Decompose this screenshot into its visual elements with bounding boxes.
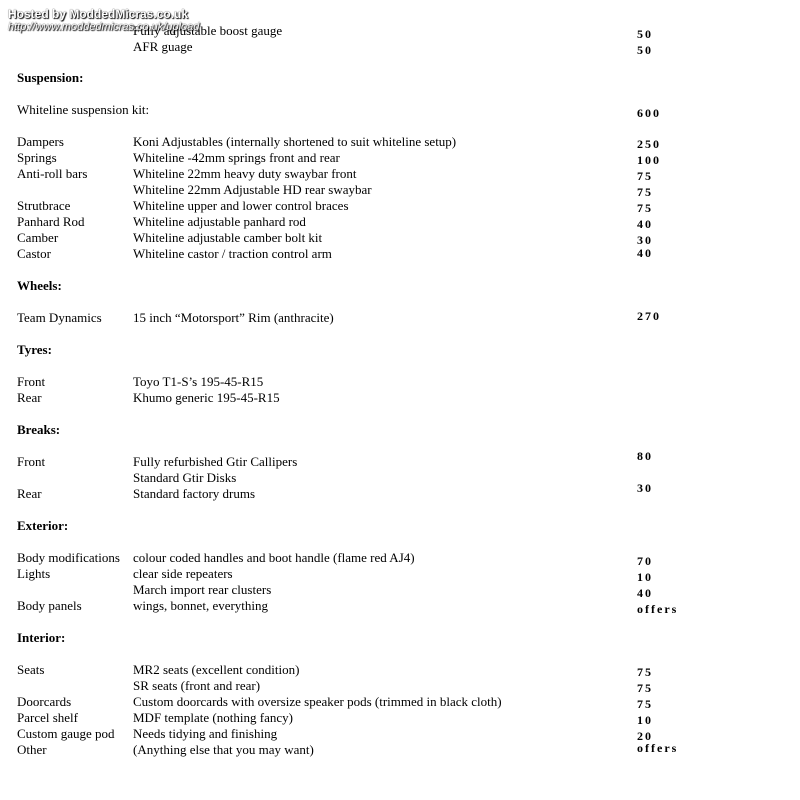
exterior-item: Body panels	[17, 598, 82, 613]
exterior-price: offers	[637, 602, 679, 616]
suspension-desc: Whiteline adjustable camber bolt kit	[133, 230, 323, 245]
exterior-desc: March import rear clusters	[133, 582, 272, 597]
suspension-desc: Whiteline 22mm heavy duty swaybar front	[133, 166, 357, 181]
suspension-item: Panhard Rod	[17, 214, 85, 229]
suspension-desc: Whiteline adjustable panhard rod	[133, 214, 306, 229]
interior-heading: Interior:	[17, 630, 66, 645]
exterior-price: 70	[637, 554, 653, 568]
wheels-heading: Wheels:	[17, 278, 62, 293]
suspension-heading: Suspension:	[17, 70, 84, 85]
watermark-host: Hosted by ModdedMicras.co.uk	[8, 7, 189, 21]
tyres-item: Front	[17, 374, 46, 389]
suspension-price: 40	[637, 217, 653, 231]
watermark	[8, 8, 199, 34]
breaks-price: 30	[637, 481, 653, 495]
suspension-desc: Whiteline 22mm Adjustable HD rear swaybar	[133, 182, 372, 197]
interior-price: 75	[637, 697, 653, 711]
watermark-url: http://www.moddedmicras.co.uk/upload	[8, 21, 200, 33]
suspension-item: Springs	[17, 150, 57, 165]
wheels-desc: 15 inch “Motorsport” Rim (anthracite)	[133, 310, 334, 325]
exterior-desc: wings, bonnet, everything	[133, 598, 269, 613]
breaks-desc: Standard factory drums	[133, 486, 256, 501]
exterior-item: Lights	[17, 566, 51, 581]
suspension-price: 250	[637, 137, 661, 151]
interior-price: 20	[637, 729, 653, 743]
interior-desc: (Anything else that you may want)	[133, 742, 314, 757]
exterior-desc: clear side repeaters	[133, 566, 233, 581]
interior-item: Seats	[17, 662, 45, 677]
suspension-item: Dampers	[17, 134, 64, 149]
interior-desc: MR2 seats (excellent condition)	[133, 662, 300, 677]
top-price-1: 50	[637, 27, 653, 41]
suspension-item: Anti-roll bars	[17, 166, 88, 181]
interior-item: Parcel shelf	[17, 710, 79, 725]
exterior-item: Body modifications	[17, 550, 120, 565]
breaks-desc: Fully refurbished Gtir Callipers	[133, 454, 298, 469]
suspension-price: 75	[637, 169, 653, 183]
breaks-item: Front	[17, 454, 46, 469]
interior-desc: Needs tidying and finishing	[133, 726, 278, 741]
exterior-desc: colour coded handles and boot handle (flame red AJ4)	[133, 550, 415, 565]
suspension-item: Castor	[17, 246, 51, 261]
interior-desc: SR seats (front and rear)	[133, 678, 261, 693]
suspension-price: 75	[637, 185, 653, 199]
suspension-desc: Koni Adjustables (internally shortened to suit whiteline setup)	[133, 134, 457, 149]
suspension-desc: Whiteline castor / traction control arm	[133, 246, 332, 261]
suspension-item: Camber	[17, 230, 59, 245]
interior-price: offers	[637, 741, 679, 755]
interior-desc: Custom doorcards with oversize speaker pods (trimmed in black cloth)	[133, 694, 502, 709]
breaks-heading: Breaks:	[17, 422, 61, 437]
interior-desc: MDF template (nothing fancy)	[133, 710, 293, 725]
breaks-price: 80	[637, 449, 653, 463]
suspension-price: 40	[637, 246, 653, 260]
tyres-desc: Khumo generic 195-45-R15	[133, 390, 280, 405]
breaks-desc: Standard Gtir Disks	[133, 470, 237, 485]
tyres-desc: Toyo T1-S’s 195-45-R15	[133, 374, 264, 389]
suspension-item: Strutbrace	[17, 198, 71, 213]
exterior-price: 10	[637, 570, 653, 584]
tyres-heading: Tyres:	[17, 342, 52, 357]
top-price-2: 50	[637, 43, 653, 57]
interior-price: 10	[637, 713, 653, 727]
suspension-kit-label: Whiteline suspension kit:	[17, 102, 150, 117]
suspension-price: 100	[637, 153, 661, 167]
wheels-price: 270	[637, 309, 661, 323]
top-desc-2: AFR guage	[133, 39, 193, 54]
interior-item: Other	[17, 742, 47, 757]
tyres-item: Rear	[17, 390, 42, 405]
suspension-desc: Whiteline upper and lower control braces	[133, 198, 349, 213]
suspension-price: 30	[637, 233, 653, 247]
interior-price: 75	[637, 665, 653, 679]
exterior-heading: Exterior:	[17, 518, 69, 533]
exterior-price: 40	[637, 586, 653, 600]
breaks-item: Rear	[17, 486, 42, 501]
suspension-kit-price: 600	[637, 106, 661, 120]
interior-price: 75	[637, 681, 653, 695]
suspension-price: 75	[637, 201, 653, 215]
top-desc-1: Fully adjustable boost gauge	[133, 23, 283, 38]
interior-item: Doorcards	[17, 694, 72, 709]
interior-item: Custom gauge pod	[17, 726, 115, 741]
suspension-desc: Whiteline -42mm springs front and rear	[133, 150, 340, 165]
wheels-item: Team Dynamics	[17, 310, 102, 325]
